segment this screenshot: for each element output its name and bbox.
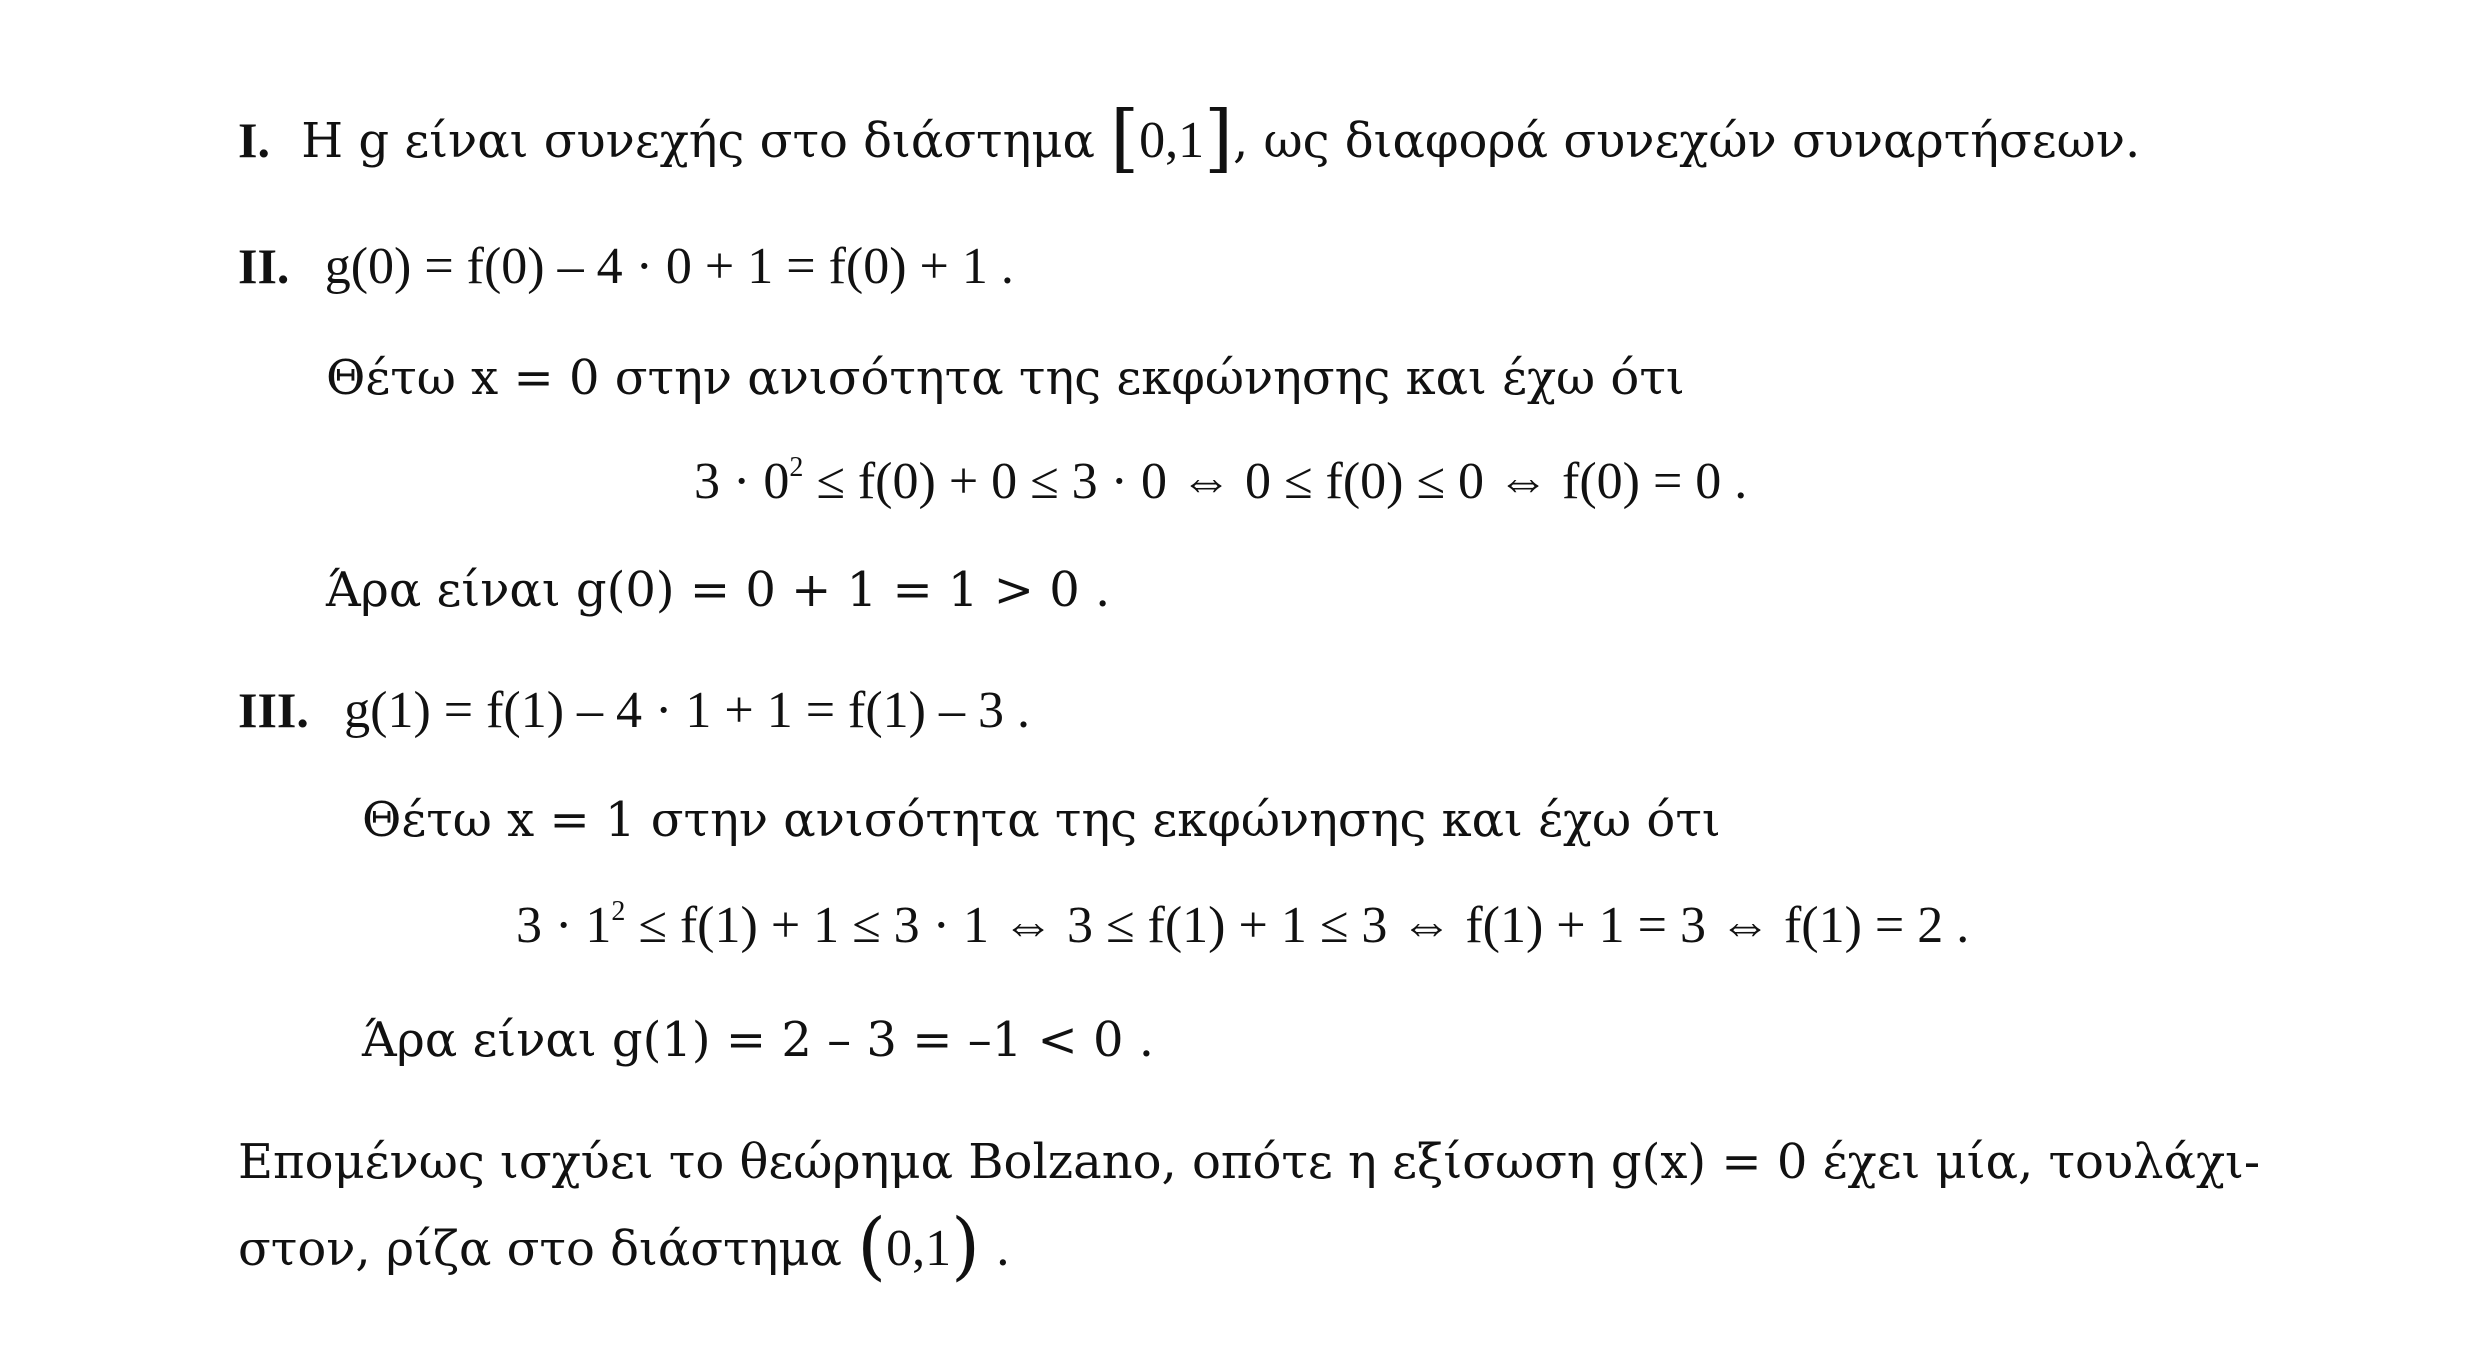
part-1-text-b: , ως διαφορά συνεχών συναρτήσεων. [1232,113,2141,169]
part-2-intro: Θέτω x = 0 στην ανισότητα της εκφώνησης και έχω ότι [326,350,1685,406]
interval-open-bracket: [ [1110,95,1140,181]
part-2-conclusion: Άρα είναι g(0) = 0 + 1 = 1 > 0 . [326,562,1111,618]
part-3-intro: Θέτω x = 1 στην ανισότητα της εκφώνησης και έχω ότι [362,792,1721,848]
part-2-exponent: 2 [789,452,804,483]
final-line-2-text: στον, ρίζα στο διάστημα [238,1221,842,1277]
final-line-1: Επομένως ισχύει το θεώρημα Bolzano, οπότε η εξίσωση g(x) = 0 έχει μία, τουλάχι- [238,1134,2261,1190]
interval-values: 0,1 [1139,112,1205,169]
part-1-line [238,95,2141,181]
part-3-line [238,680,1030,741]
part-3-derivation-a: 3 · 1 [516,897,612,954]
part-2-equation: g(0) = f(0) – 4 · 0 + 1 = f(0) + 1 . [324,238,1014,295]
part-1-label: I. [238,112,270,168]
part-1-text-a: Η g είναι συνεχής στο διάστημα [301,113,1095,169]
part-3-conclusion: Άρα είναι g(1) = 2 – 3 = –1 < 0 . [362,1012,1155,1068]
part-2-derivation [694,452,1747,512]
part-3-derivation [516,896,1969,956]
part-2-derivation-a: 3 · 0 [694,453,790,510]
final-line-2 [238,1203,1011,1289]
part-2-line [238,236,1014,297]
part-3-label: III. [238,682,309,738]
part-3-exponent: 2 [611,896,626,927]
part-3-equation: g(1) = f(1) – 4 · 1 + 1 = f(1) – 3 . [344,682,1030,739]
interval-close-bracket: ] [1204,95,1233,181]
final-line-2-end: . [979,1221,1011,1277]
part-3-derivation-b: ≤ f(1) + 1 ≤ 3 · 1 ⇔ 3 ≤ f(1) + 1 ≤ 3 ⇔ f(1) + 1 = 3 ⇔ f(1) = 2 . [625,897,1970,954]
interval-close-paren: ) [951,1203,980,1289]
part-2-derivation-b: ≤ f(0) + 0 ≤ 3 · 0 ⇔ 0 ≤ f(0) ≤ 0 ⇔ f(0) = 0 . [803,453,1748,510]
interval-open-paren: ( [857,1203,887,1289]
final-interval-values: 0,1 [886,1220,952,1277]
part-2-label: II. [238,238,290,294]
